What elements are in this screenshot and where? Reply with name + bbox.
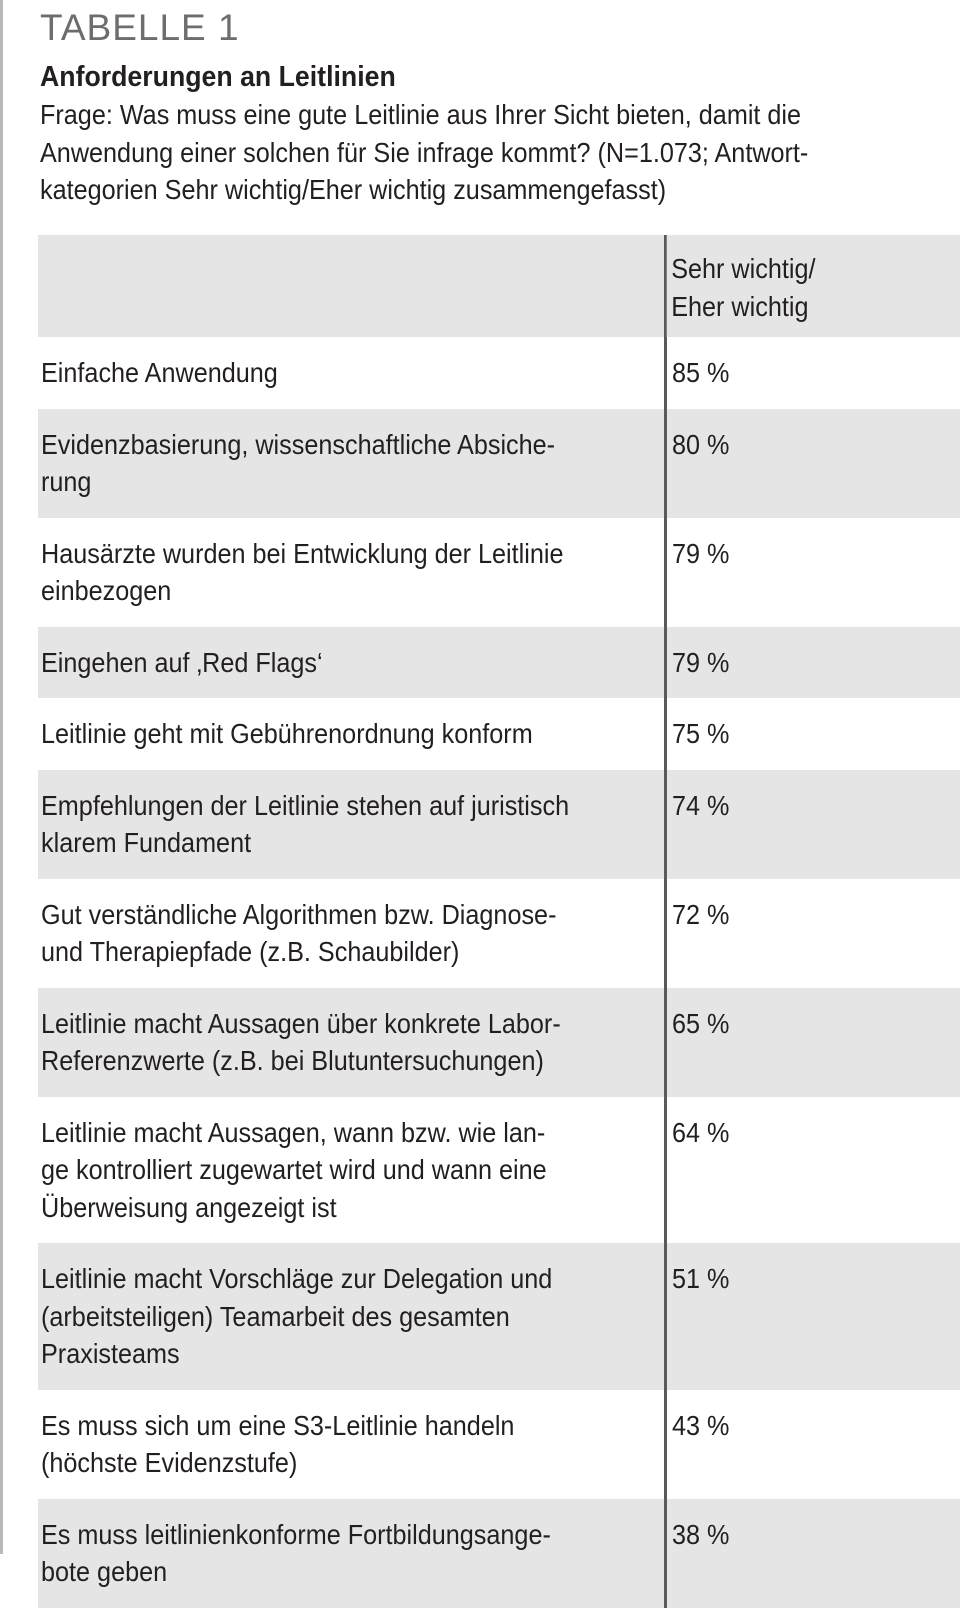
row-label-line: Es muss leitlinienkonforme Fortbildungsange- [41,1518,551,1550]
row-label-line: Einfache Anwendung [41,357,278,388]
row-label-line: Es muss sich um eine S3-Leitlinie handeln [41,1409,515,1441]
table-row [38,988,960,1097]
row-value-text: 79 % [672,537,730,569]
row-value [664,337,960,409]
table-row [38,627,960,699]
table-row [38,1390,960,1499]
row-label [38,337,664,409]
row-value [664,698,960,770]
row-label [38,879,664,988]
row-value-text: 80 % [672,428,730,460]
row-label-line: Leitlinie macht Vorschläge zur Delegation und [41,1263,553,1294]
row-label-line: Evidenzbasierung, wissenschaftliche Absiche- [41,428,556,460]
row-label [38,1243,664,1390]
row-label-line: klarem Fundament [41,827,252,858]
row-label-line: Leitlinie geht mit Gebührenordnung konform [41,718,533,749]
row-label [38,518,664,627]
row-value [664,1243,960,1390]
row-label-line: (arbeitsteiligen) Teamarbeit des gesamten [41,1300,510,1332]
table-row [38,1243,960,1390]
row-value [664,1499,960,1608]
row-label-line: Empfehlungen der Leitlinie stehen auf juristisch [41,789,570,821]
row-label [38,1499,664,1608]
row-value [664,1097,960,1244]
table-row [38,518,960,627]
row-value-text: 72 % [672,898,730,930]
table-label: TABELLE 1 [40,7,240,48]
question-line: Frage: Was muss eine gute Leitlinie aus Ihrer Sicht bieten, damit die [40,99,802,130]
header-line: Sehr wichtig/ [671,253,816,284]
row-label [38,698,664,770]
row-label-line: Eingehen auf ‚Red Flags‘ [41,646,323,678]
row-value [664,518,960,627]
header-line: Eher wichtig [671,290,809,322]
table-row [38,770,960,879]
row-value [664,988,960,1097]
row-label [38,770,664,879]
question-line: Anwendung einer solchen für Sie infrage kommt? (N=1.073; Antwort- [40,136,809,168]
row-label-line: bote geben [41,1556,168,1587]
table-row [38,1499,960,1608]
table-body [38,337,960,1608]
row-value [664,627,960,699]
row-label [38,409,664,518]
left-margin-rule [0,0,3,1554]
table-row [38,409,960,518]
header-empty-cell [38,235,664,337]
row-value-text: 85 % [672,357,730,388]
row-label [38,988,664,1097]
table-row [38,1097,960,1244]
row-value-text: 65 % [672,1007,730,1039]
table-row [38,879,960,988]
row-label-line: einbezogen [41,575,172,606]
row-label-line: Praxisteams [41,1338,180,1369]
table-row [38,337,960,409]
row-value-text: 74 % [672,789,730,821]
row-value [664,409,960,518]
row-label-line: Leitlinie macht Aussagen, wann bzw. wie lan- [41,1116,546,1148]
table-row [38,698,960,770]
row-value-text: 51 % [672,1263,730,1294]
row-value [664,1390,960,1499]
requirements-table [38,235,960,1608]
row-label-line: Hausärzte wurden bei Entwicklung der Leitlinie [41,537,564,569]
row-label [38,1097,664,1244]
question-text [40,96,904,209]
row-value-text: 43 % [672,1409,730,1441]
question-line: kategorien Sehr wichtig/Eher wichtig zusammengefasst) [40,174,667,205]
row-value-text: 64 % [672,1116,730,1148]
table-title: Anforderungen an Leitlinien [40,61,396,93]
row-label-line: Überweisung angezeigt ist [41,1191,337,1223]
header-column-label [664,235,930,337]
row-label-line: Gut verständliche Algorithmen bzw. Diagnose- [41,898,557,930]
row-value-text: 79 % [672,646,730,678]
row-label-line: und Therapiepfade (z.B. Schaubilder) [41,936,460,967]
row-value [664,879,960,988]
row-label-line: rung [41,466,92,497]
row-value [664,770,960,879]
row-label [38,1390,664,1499]
table-header-row [38,235,960,337]
row-label-line: (höchste Evidenzstufe) [41,1447,298,1478]
row-label [38,627,664,699]
row-label-line: Referenzwerte (z.B. bei Blutuntersuchungen) [41,1045,544,1076]
row-label-line: Leitlinie macht Aussagen über konkrete Labor- [41,1007,561,1039]
row-value-text: 75 % [672,718,730,749]
row-label-line: ge kontrolliert zugewartet wird und wann eine [41,1154,547,1185]
row-value-text: 38 % [672,1518,730,1550]
